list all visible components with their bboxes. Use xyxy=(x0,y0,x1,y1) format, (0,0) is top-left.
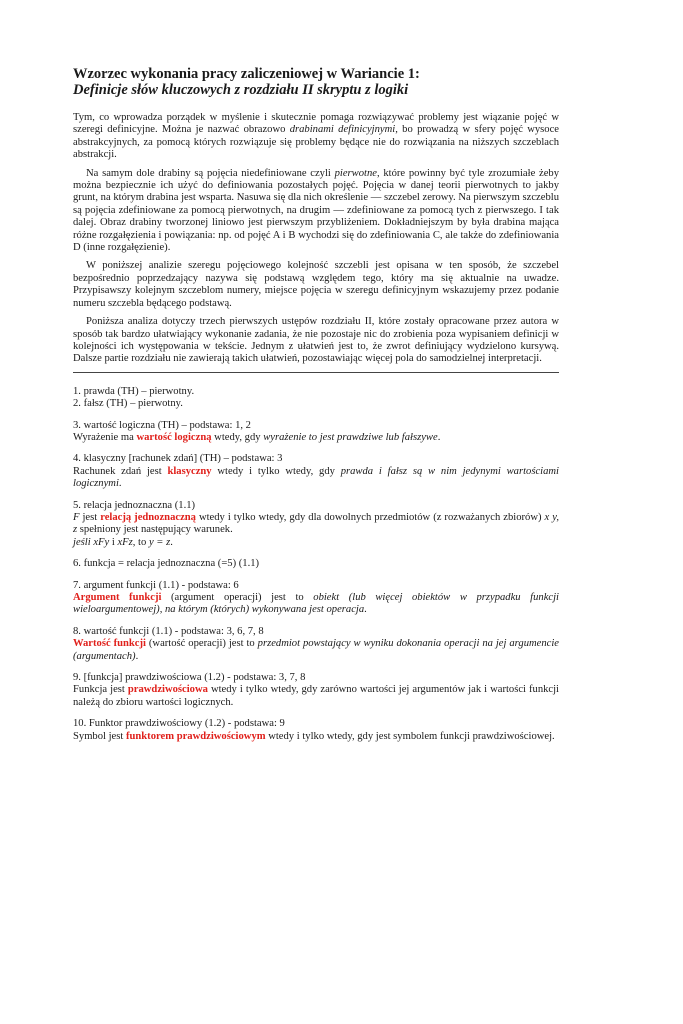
emphasis-text: pierwotne xyxy=(334,167,377,179)
defined-term: prawdziwościowa xyxy=(127,684,208,696)
definition-heading: 5. relacja jednoznaczna (1.1) xyxy=(73,499,196,511)
definition-body: Funkcja jest prawdziwościowa wtedy i tylko wtedy, gdy zarówno wartości jej argumentów jak i wartości funkcji należą do zbioru wartości logicznych. xyxy=(73,684,560,708)
definition-item-3 xyxy=(73,420,559,445)
intro-paragraph-1: Tym, co wprowadza porządek w myślenie i skutecznie pomaga rozwiązywać problemy jest wiązanie pojęć w szeregi definicyjne. Można je nazwać obrazowo drabinami definicyjnymi, bo prowadzą w sfery pojęć wysoce abstrakcyjnych, za pomocą których rozwiązuje się problemy będące nie do rozwiązania na niższych szczeblach abstrakcji. xyxy=(73,112,559,161)
document-title: Wzorzec wykonania pracy zaliczeniowej w Wariancie 1: xyxy=(73,66,420,82)
definition-item-2: 2. fałsz (TH) – pierwotny. xyxy=(73,398,183,410)
definition-heading: 9. [funkcja] prawdziwościowa (1.2) - podstawa: 3, 7, 8 xyxy=(73,672,306,684)
definition-body: Symbol jest funktorem prawdziwościowym wtedy i tylko wtedy, gdy jest symbolem funkcji prawdziwościowej. xyxy=(73,730,555,742)
definition-item-5 xyxy=(73,500,559,550)
definition-item-1: 1. prawda (TH) – pierwotny. xyxy=(73,385,195,397)
definition-heading: 8. wartość funkcji (1.1) - podstawa: 3, 6, 7, 8 xyxy=(73,625,264,637)
defined-term: wartość logiczną xyxy=(136,431,212,443)
definition-body: Argument funkcji (argument operacji) jest to obiekt (lub więcej obiektów w przypadku funkcji wieloargumentowej), na którym (których) wykonywana jest operacja. xyxy=(73,592,559,616)
definition-body: Rachunek zdań jest klasyczny wtedy i tylko wtedy, gdy prawda i fałsz są w nim jedynymi wartościami logicznymi. xyxy=(73,465,560,490)
definition-heading: 10. Funktor prawdziwościowy (1.2) - podstawa: 9 xyxy=(73,718,285,730)
formula: jeśli xFy i xFz, to y = z. xyxy=(73,536,173,548)
definition-item-4 xyxy=(73,453,559,490)
document-subtitle: Definicje słów kluczowych z rozdziału II skryptu z logiki xyxy=(73,82,409,98)
definition-heading: 4. klasyczny [rachunek zdań] (TH) – podstawa: 3 xyxy=(73,453,283,465)
intro-paragraph-2: Na samym dole drabiny są pojęcia niedefiniowane czyli pierwotne, które powinny być tyle zrozumiałe żeby można bezpiecznie ich użyć do definiowania pozostałych pojęć. Pojęcia w danej teorii pierwotnych to jakby grunt, na którym drabina jest wsparta. Nasuwa się dla nich określenie — szczebel zerowy. Na pierwszym szczeblu są pojęcia zdefiniowane za pomocą pierwotnych, na drugim — zdefiniowane za pomocą tych z pierwszego. I tak dalej. Obraz drabiny tworzonej liniowo jest pierwszym przybliżeniem. Dokładniejszym by była drabina mająca różne rozgałęzienia i powiązania: np. od pojęć A i B wychodzi się do zdefiniowania C, ale także do zdefiniowania D (inne rozgałęzienie). xyxy=(73,167,559,254)
section-divider xyxy=(73,372,559,373)
emphasis-text: drabinami definicyjnymi xyxy=(289,124,396,136)
definition-heading: 3. wartość logiczna (TH) – podstawa: 1, 2 xyxy=(73,419,251,431)
defined-term: klasyczny xyxy=(167,465,212,477)
definition-heading: 7. argument funkcji (1.1) - podstawa: 6 xyxy=(73,579,239,591)
intro-paragraph-3: W poniższej analizie szeregu pojęciowego kolejność szczebli jest opisana w ten sposób, że szczebel bezpośrednio poprzedzający nazywa się podstawą względem tego, który ma się aktualnie na uwadze. Przypisawszy kolejnym szczeblom numery, miejsce pojęcia w szeregu definicyjnym wskazujemy przez podanie numeru szczebla będącego podstawą. xyxy=(73,260,559,309)
definition-body: F jest relacją jednoznaczną wtedy i tylko wtedy, gdy dla dowolnych przedmiotów (z rozważanych zbiorów) x y, z spełniony jest następujący warunek. xyxy=(73,511,559,536)
document-page xyxy=(73,66,559,752)
definition-item-10 xyxy=(73,718,559,743)
defined-term: Argument funkcji xyxy=(73,592,162,603)
definition-item-9 xyxy=(73,672,559,709)
definition-item-8 xyxy=(73,626,559,663)
intro-paragraph-4: Poniższa analiza dotyczy trzech pierwszych ustępów rozdziału II, które zostały opracowane przez autora w sposób tak bardzo ułatwiający wykonanie zadania, że nie pozostaje nic do zrobienia poza wypisaniem definicji w kolejności ich występowania w tekście. Jednym z ułatwień jest to, że zwrot definiujący wydzielono kursywą. Dalsze partie rozdziału nie zawierają takich ułatwień, pozostawiając więcej pola do samodzielnej interpretacji. xyxy=(73,316,559,365)
defined-term: Wartość funkcji xyxy=(73,638,146,650)
definition-body: Wyrażenie ma wartość logiczną wtedy, gdy wyrażenie to jest prawdziwe lub fałszywe. xyxy=(73,431,441,443)
definition-item-7 xyxy=(73,580,559,617)
definition-item-6: 6. funkcja = relacja jednoznaczna (=5) (1.1) xyxy=(73,558,260,570)
defined-term: relacją jednoznaczną xyxy=(100,511,196,523)
definition-body: Wartość funkcji (wartość operacji) jest to przedmiot powstający w wyniku dokonania operacji na jej argumencie (argumentach). xyxy=(73,638,559,662)
defined-term: funktorem prawdziwościowym xyxy=(125,730,266,742)
